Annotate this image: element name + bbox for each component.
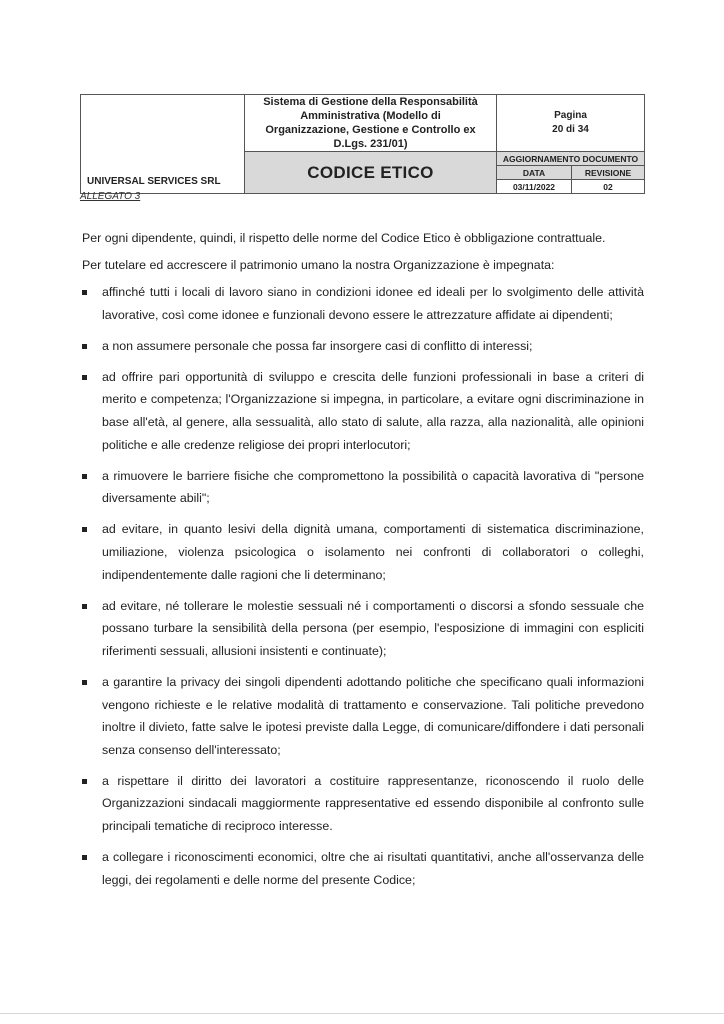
list-item: affinché tutti i locali di lavoro siano in condizioni idonee ed ideali per lo svolgimento delle attività lavorative, così come idonee e funzionali devono essere le attrezzature affidate ai dipendenti; [82, 281, 644, 326]
page-bottom-edge [0, 1013, 724, 1014]
list-item: ad offrire pari opportunità di sviluppo e crescita delle funzioni professionali in base a criteri di merito e competenza; l'Organizzazione si impegna, in particolare, a evitare ogni discriminazione in base all'età, al genere, alla sessualità, allo stato di salute, alla razza, alla nazionalità, alle opinioni politiche e alle credenze religiose dei propri interlocutori; [82, 366, 644, 456]
paragraph: Per ogni dipendente, quindi, il rispetto delle norme del Codice Etico è obbligazione contrattuale. [82, 231, 606, 245]
list-item: a non assumere personale che possa far insorgere casi di conflitto di interessi; [82, 335, 644, 358]
document-title: CODICE ETICO [245, 152, 497, 194]
list-item: ad evitare, in quanto lesivi della dignità umana, comportamenti di sistematica discriminazione, umiliazione, violenza psicologica o isolamento nei confronti di collaboratori o colleghi, indipendentemente dalle ragioni che li determinano; [82, 518, 644, 586]
document-header-table [80, 94, 645, 194]
list-item: a rispettare il diritto dei lavoratori a costituire rappresentanze, riconoscendo il ruolo delle Organizzazioni sindacali maggiormente rappresentative ed essendo disponibile al confronto sulle principali tematiche di reciproco interesse. [82, 770, 644, 838]
commitments-list [82, 281, 644, 900]
list-item: a rimuovere le barriere fisiche che compromettono la possibilità o capacità lavorativa di "persone diversamente abili"; [82, 465, 644, 510]
management-system-title: Sistema di Gestione della Responsabilità Amministrativa (Modello di Organizzazione, Gestione e Controllo ex D.Lgs. 231/01) [245, 95, 497, 152]
page-number-cell [497, 95, 645, 152]
company-name: UNIVERSAL SERVICES SRL [81, 95, 245, 194]
revision-value: 02 [572, 180, 645, 194]
date-label: DATA [497, 166, 572, 180]
list-item: a collegare i riconoscimenti economici, oltre che ai risultati quantitativi, anche all'osservanza delle leggi, dei regolamenti e delle norme del presente Codice; [82, 846, 644, 891]
page-label: Pagina [554, 110, 587, 121]
list-item: a garantire la privacy dei singoli dipendenti adottando politiche che specificano quali informazioni vengono richieste e le relative modalità di trattamento e conservazione. Tali politiche prevedono inoltre il divieto, fatte salve le ipotesi previste dalla Legge, di comunicare/diffondere i dati personali senza consenso dell'interessato; [82, 671, 644, 761]
list-item: ad evitare, né tollerare le molestie sessuali né i comportamenti o discorsi a sfondo sessuale che possano turbare la sensibilità della persona (per esempio, l'esposizione di immagini con espliciti riferimenti sessuali, allusioni insistenti e continuate); [82, 595, 644, 663]
page-value: 20 di 34 [552, 124, 589, 135]
paragraph: Per tutelare ed accrescere il patrimonio umano la nostra Organizzazione è impegnata: [82, 258, 555, 272]
date-value: 03/11/2022 [497, 180, 572, 194]
update-label: AGGIORNAMENTO DOCUMENTO [497, 152, 645, 166]
revision-label: REVISIONE [572, 166, 645, 180]
attachment-label: ALLEGATO 3 [80, 191, 141, 202]
